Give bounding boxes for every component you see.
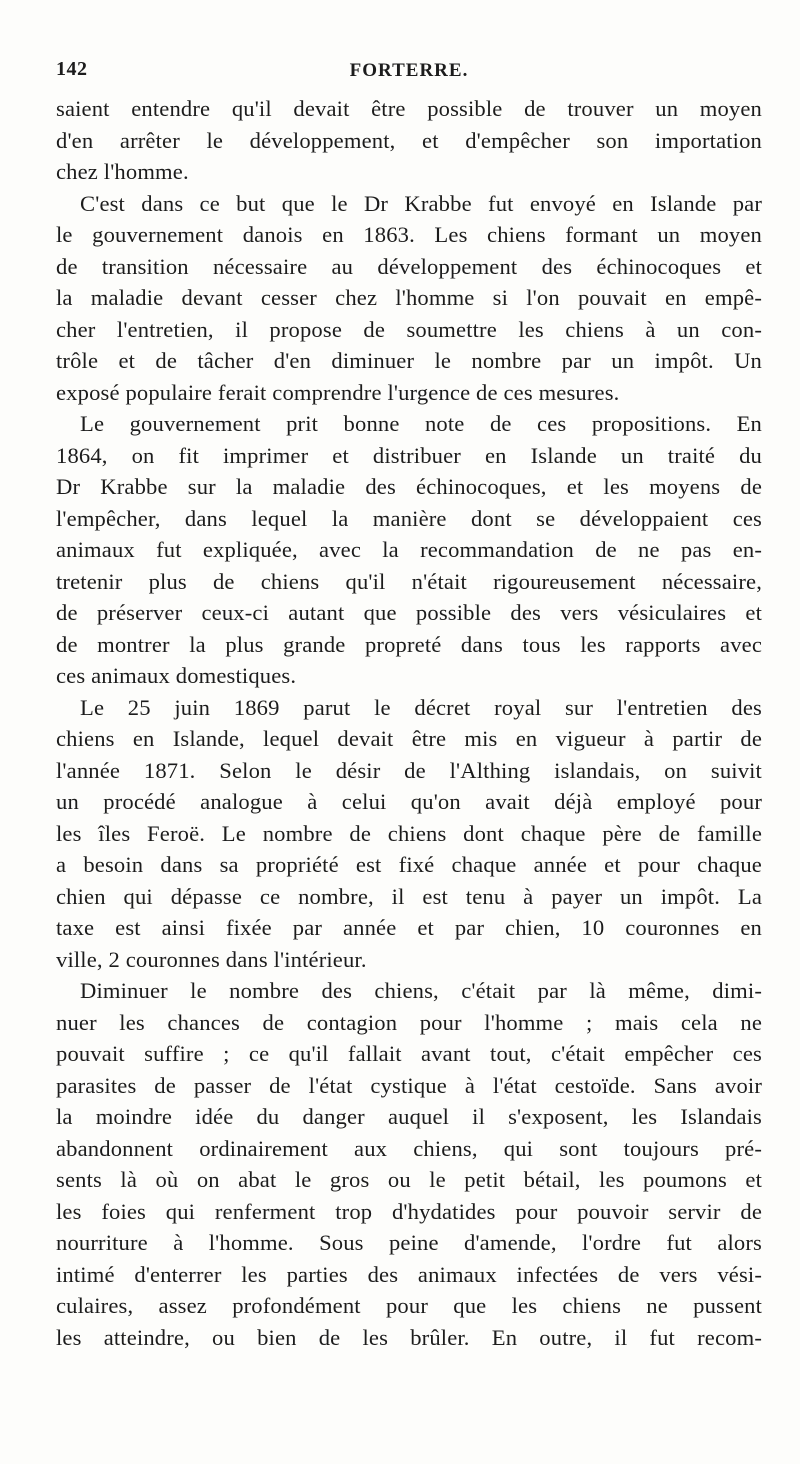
text-line: parasites de passer de l'état cystique à l'état cestoïde. Sans avoir xyxy=(56,1072,762,1098)
text-line: les îles Feroë. Le nombre de chiens dont chaque père de famille xyxy=(56,820,762,846)
text-line: sents là où on abat le gros ou le petit bétail, les poumons et xyxy=(56,1167,762,1192)
text-line: l'année 1871. Selon le désir de l'Althing islandais, on suivit xyxy=(56,757,762,783)
text-line: l'empêcher, dans lequel la manière dont se développaient ces xyxy=(56,505,762,531)
running-head xyxy=(56,58,762,84)
text-line: un procédé analogue à celui qu'on avait déjà employé pour xyxy=(56,789,762,814)
text-line: 1864, on fit imprimer et distribuer en Islande un traité du xyxy=(56,442,762,468)
text-line: tretenir plus de chiens qu'il n'était rigoureusement nécessaire, xyxy=(56,568,762,594)
text-line: d'en arrêter le développement, et d'empêcher son importation xyxy=(56,127,762,153)
text-line: intimé d'enterrer les parties des animaux infectées de vers vési- xyxy=(56,1261,762,1287)
text-line: trôle et de tâcher d'en diminuer le nombre par un impôt. Un xyxy=(56,348,762,373)
text-line: cher l'entretien, il propose de soumettre les chiens à un con- xyxy=(56,316,762,342)
text-line: pouvait suffire ; ce qu'il fallait avant tout, c'était empêcher ces xyxy=(56,1041,762,1066)
text-line: Diminuer le nombre des chiens, c'était par là même, dimi- xyxy=(80,978,762,1003)
text-line: Dr Krabbe sur la maladie des échinocoques, et les moyens de xyxy=(56,474,762,499)
text-line: culaires, assez profondément pour que les chiens ne pussent xyxy=(56,1293,762,1318)
text-line: de préserver ceux-ci autant que possible des vers vésiculaires et xyxy=(56,600,762,625)
text-line: nuer les chances de contagion pour l'homme ; mais cela ne xyxy=(56,1009,762,1035)
text-line: animaux fut expliquée, avec la recommandation de ne pas en- xyxy=(56,537,762,562)
text-line: ville, 2 couronnes dans l'intérieur. xyxy=(56,946,367,972)
text-line: chez l'homme. xyxy=(56,159,189,184)
text-line: Le 25 juin 1869 parut le décret royal sur l'entretien des xyxy=(80,694,762,720)
running-title: FORTERRE. xyxy=(349,60,469,81)
page-number: 142 xyxy=(56,58,88,80)
text-line: la maladie devant cesser chez l'homme si l'on pouvait en empê- xyxy=(56,285,762,310)
text-line: de montrer la plus grande propreté dans tous les rapports avec xyxy=(56,631,762,657)
text-line: C'est dans ce but que le Dr Krabbe fut envoyé en Islande par xyxy=(80,190,762,216)
text-line: abandonnent ordinairement aux chiens, qui sont toujours pré- xyxy=(56,1135,762,1161)
text-line: a besoin dans sa propriété est fixé chaque année et pour chaque xyxy=(56,852,762,877)
text-line: la moindre idée du danger auquel il s'exposent, les Islandais xyxy=(56,1104,762,1129)
body-text xyxy=(56,93,762,1353)
text-line: les atteindre, ou bien de les brûler. En outre, il fut recom- xyxy=(56,1324,762,1350)
text-line: chiens en Islande, lequel devait être mis en vigueur à partir de xyxy=(56,726,762,751)
text-line: les foies qui renferment trop d'hydatides pour pouvoir servir de xyxy=(56,1198,762,1224)
text-line: le gouvernement danois en 1863. Les chiens formant un moyen xyxy=(56,222,762,247)
text-line: taxe est ainsi fixée par année et par chien, 10 couronnes en xyxy=(56,915,762,940)
text-line: de transition nécessaire au développement des échinocoques et xyxy=(56,253,762,279)
text-line: chien qui dépasse ce nombre, il est tenu à payer un impôt. La xyxy=(56,883,762,909)
text-line: ces animaux domestiques. xyxy=(56,663,297,688)
text-line: exposé populaire ferait comprendre l'urgence de ces mesures. xyxy=(56,379,620,405)
text-line: saient entendre qu'il devait être possible de trouver un moyen xyxy=(56,96,762,121)
text-line: nourriture à l'homme. Sous peine d'amende, l'ordre fut alors xyxy=(56,1230,762,1255)
text-line: Le gouvernement prit bonne note de ces propositions. En xyxy=(80,411,762,436)
